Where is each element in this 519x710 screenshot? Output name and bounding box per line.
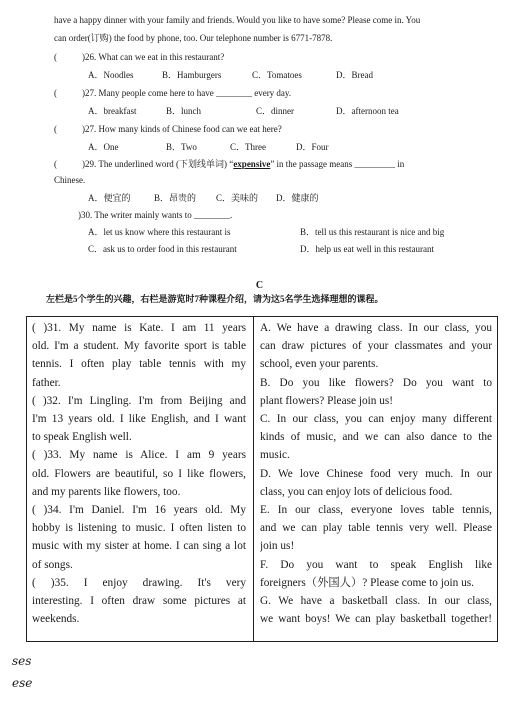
student-text-line: ( )34. I'm Daniel. I'm 16 years old. My (32, 504, 246, 517)
q29-option-b[interactable]: B．昂贵的 (154, 193, 197, 203)
course-text-line: school, even your parents. (260, 358, 379, 371)
student-text-line: ( )35. I enjoy drawing. It's very (32, 576, 246, 589)
course-text-line: we want boys! We can play basketball together! (260, 613, 492, 626)
q28-option-b[interactable]: B．Two (166, 142, 197, 152)
q30-option-d[interactable]: D．help us eat well in this restaurant (300, 244, 434, 254)
question-29-line-2: Chinese. (54, 175, 86, 185)
section-c-heading: C (255, 280, 264, 291)
student-text-line: ( )33. My name is Alice. I am 9 years (32, 449, 246, 462)
q26-option-d[interactable]: D．Bread (336, 70, 373, 80)
q26-option-c[interactable]: C．Tomatoes (252, 70, 302, 80)
q29-option-c[interactable]: C．美味的 (216, 193, 259, 203)
question-30: )30. The writer mainly wants to ________. (78, 210, 233, 220)
matching-table (26, 316, 498, 642)
handwriting-mark-2: ese (12, 676, 33, 690)
q28-option-a[interactable]: A．One (88, 142, 119, 152)
course-text-line: join us! (260, 540, 295, 553)
course-text-line: E. In our class, everyone loves table tennis, (260, 504, 492, 517)
question-28: ( )27. How many kinds of Chinese food can we eat here? (54, 124, 282, 134)
question-26: ( )26. What can we eat in this restaurant? (54, 52, 225, 62)
handwriting-mark-1: ses (12, 654, 32, 668)
student-text-line: ( )31. My name is Kate. I am 11 years (32, 322, 246, 334)
q27-option-a[interactable]: A．breakfast (88, 106, 137, 116)
student-text-line: ( )32. I'm Lingling. I'm from Beijing and (32, 394, 246, 407)
q29-option-a[interactable]: A．便宜的 (88, 193, 131, 203)
course-text-line: kinds of music, and we can also dance to the (260, 431, 492, 444)
passage-line-2: can order(订购) the food by phone, too. Our telephone number is 6771-7878. (54, 33, 333, 43)
course-text-line: and we can play table tennis very well. Please (260, 522, 492, 535)
q28-option-d[interactable]: D．Four (296, 142, 329, 152)
q27-option-b[interactable]: B．lunch (166, 106, 201, 116)
student-text-line: hobby is listening to music. I often listen to (32, 522, 246, 535)
course-text-line: can draw pictures of your classmates and your (260, 340, 492, 353)
q30-option-b[interactable]: B．tell us this restaurant is nice and big (300, 227, 445, 237)
q26-option-b[interactable]: B．Hamburgers (162, 70, 222, 80)
student-text-line: I'm 13 years old. I like English, and I want (32, 413, 246, 426)
student-text-line: to speak English well. (32, 431, 132, 444)
q27-option-c[interactable]: C．dinner (256, 106, 294, 116)
q28-option-c[interactable]: C．Three (230, 142, 266, 152)
q30-option-a[interactable]: A．let us know where this restaurant is (88, 227, 231, 237)
course-text-line: A. We have a drawing class. In our class, you (260, 322, 492, 334)
student-text-line: tennis. I often play table tennis with my (32, 358, 246, 371)
course-text-line: class, you can enjoy lots of delicious food. (260, 485, 453, 498)
student-text-line: old. I'm a student. My favorite sport is table (32, 340, 246, 353)
course-text-line: D. We love Chinese food very much. In our (260, 467, 492, 480)
question-27: ( )27. Many people come here to have ________ every day. (54, 88, 292, 98)
student-text-line: and my parents like flowers, too. (32, 485, 181, 498)
course-text-line: plant flowers? Please join us! (260, 394, 394, 407)
student-text-line: father. (32, 376, 61, 389)
underlined-word: expensive (233, 159, 271, 169)
passage-line-1: have a happy dinner with your family and friends. Would you like to have some? Please come in. You (54, 15, 421, 25)
student-text-line: music with my sister at home. I can sing a lot (32, 540, 246, 553)
student-text-line: interesting. I often draw some pictures at (32, 595, 246, 608)
question-29: ( )29. The underlined word (下划线单词) “expensive” in the passage means _________ in (54, 159, 405, 169)
course-text-line: B. Do you like flowers? Do you want to (260, 376, 492, 389)
course-text-line: G. We have a basketball class. In our class, (260, 595, 492, 608)
q30-option-c[interactable]: C．ask us to order food in this restaurant (88, 244, 237, 254)
course-text-line: foreigners（外国人）? Please come to join us. (260, 576, 474, 589)
column-divider (253, 317, 254, 641)
q27-option-d[interactable]: D．afternoon tea (336, 106, 399, 116)
q29-option-d[interactable]: D．健康的 (276, 193, 319, 203)
student-text-line: old. Flowers are beautiful, so I like flowers, (32, 467, 246, 480)
course-text-line: music. (260, 449, 290, 462)
course-text-line: F. Do you want to speak English like (260, 558, 492, 571)
course-text-line: C. In our class, you can enjoy many different (260, 413, 492, 426)
student-text-line: of songs. (32, 558, 73, 571)
q26-option-a[interactable]: A．Noodles (88, 70, 134, 80)
course-descriptions-column (260, 319, 492, 628)
section-c-instruction: 左栏是5个学生的兴趣，右栏是游览时7种课程介绍，请为这5名学生选择理想的课程。 (46, 294, 384, 304)
student-interests-column (32, 319, 246, 628)
student-text-line: weekends. (32, 613, 80, 626)
